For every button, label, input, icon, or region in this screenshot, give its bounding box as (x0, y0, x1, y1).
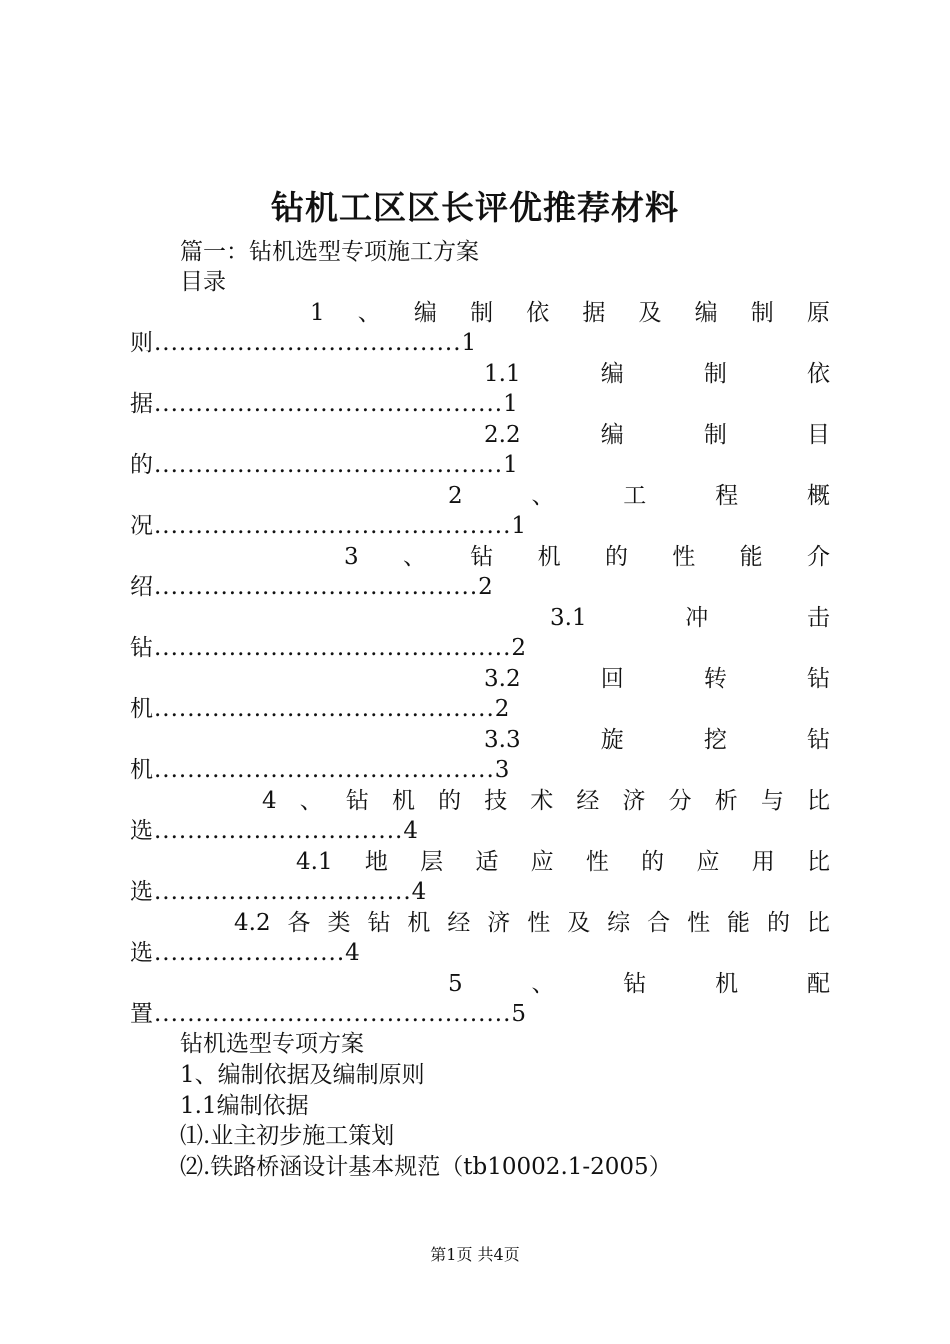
toc-entry-title: 2.2 编 制 目 (484, 422, 830, 448)
toc-entry-title: 1.1 编 制 依 (484, 361, 830, 387)
toc-entry-leader: 况...........................................1 (130, 513, 528, 539)
toc-entry-leader: 置...........................................5 (130, 1001, 528, 1027)
toc-entry-title: 4 、 钻 机 的 技 术 经 济 分 析 与 比 (262, 788, 830, 814)
toc-entry[interactable] (130, 969, 830, 1031)
document-title: 钻机工区区长评优推荐材料 (271, 188, 679, 227)
toc-entry-leader: 则.....................................1 (130, 330, 478, 356)
body-section-heading: 1、编制依据及编制原则 (180, 1062, 425, 1088)
toc-entry-leader: 钻...........................................2 (130, 635, 528, 661)
toc-entry[interactable] (130, 420, 830, 482)
body-heading: 钻机选型专项方案 (180, 1031, 364, 1057)
toc-entry[interactable] (130, 908, 830, 970)
toc-heading: 目录 (180, 269, 226, 295)
toc-entry[interactable] (130, 725, 830, 787)
toc-entry-title: 4.2 各 类 钻 机 经 济 性 及 综 合 性 能 的 比 (234, 910, 830, 936)
toc-entry-leader: 选.......................4 (130, 940, 361, 966)
toc-entry[interactable] (130, 786, 830, 848)
toc-entry[interactable] (130, 481, 830, 543)
toc-entry-title: 4.1 地 层 适 应 性 的 应 用 比 (296, 849, 830, 875)
body-list-item: ⑴.业主初步施工策划 (180, 1123, 395, 1149)
toc-entry-title: 1 、 编 制 依 据 及 编 制 原 (310, 300, 830, 326)
toc-entry[interactable] (130, 603, 830, 665)
toc-entry-title: 5 、 钻 机 配 (448, 971, 830, 997)
toc-entry-leader: 的..........................................1 (130, 452, 519, 478)
document-subtitle: 篇一：钻机选型专项施工方案 (180, 239, 479, 265)
toc-entry-leader: 选...............................4 (130, 879, 428, 905)
toc-entry-title: 3.3 旋 挖 钻 (484, 727, 830, 753)
toc-entry[interactable] (130, 664, 830, 726)
toc-entry-leader: 绍.......................................2 (130, 574, 494, 600)
toc-entry-title: 3 、 钻 机 的 性 能 介 (344, 544, 830, 570)
toc-entry-leader: 据..........................................1 (130, 391, 519, 417)
toc-entry-leader: 机.........................................2 (130, 696, 511, 722)
body-subsection-heading: 1.1编制依据 (180, 1093, 309, 1119)
toc-entry-leader: 机.........................................3 (130, 757, 511, 783)
toc-entry-title: 3.2 回 转 钻 (484, 666, 830, 692)
toc-entry[interactable] (130, 359, 830, 421)
toc-entry[interactable] (130, 542, 830, 604)
toc-entry-title: 3.1 冲 击 (550, 605, 830, 631)
toc-entry[interactable] (130, 298, 830, 360)
body-list-item: ⑵.铁路桥涵设计基本规范（tb10002.1-2005） (180, 1154, 672, 1180)
toc-entry-title: 2 、 工 程 概 (448, 483, 830, 509)
page-footer: 第1页 共4页 (430, 1245, 520, 1264)
toc-entry[interactable] (130, 847, 830, 909)
toc-entry-leader: 选..............................4 (130, 818, 419, 844)
